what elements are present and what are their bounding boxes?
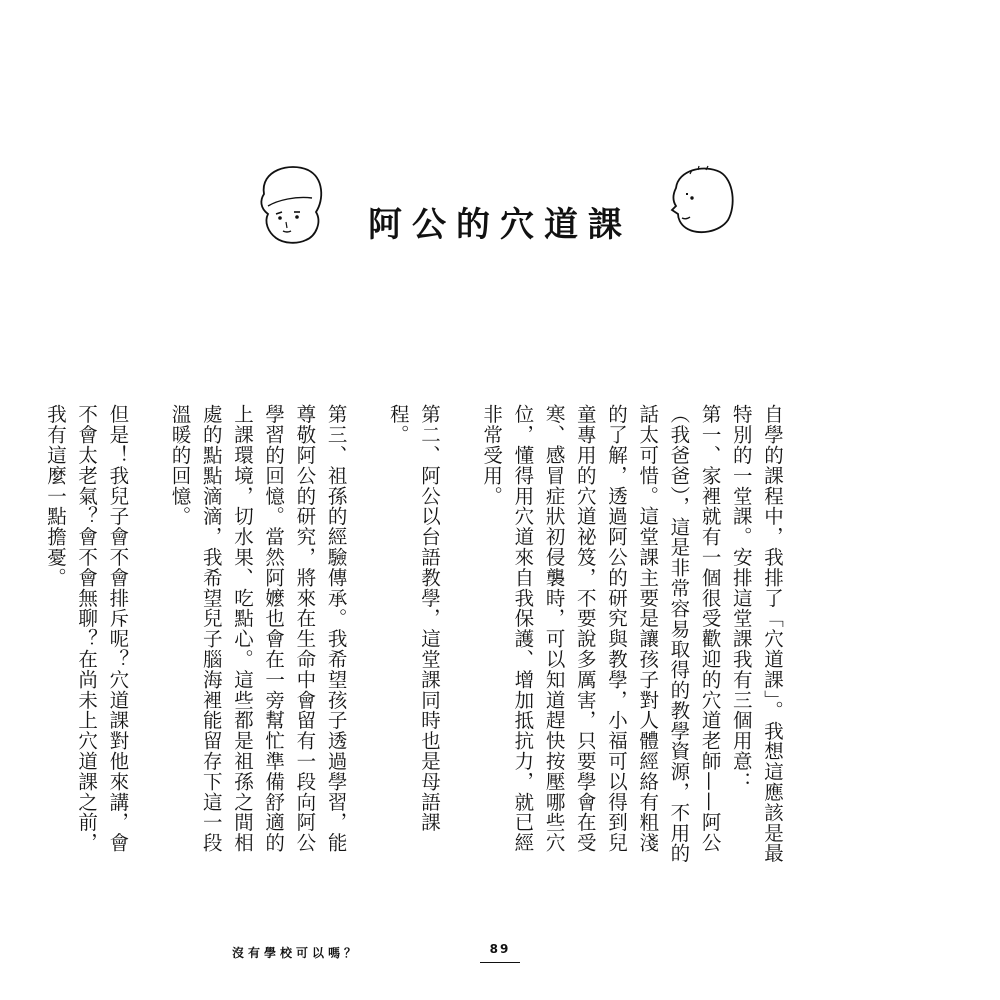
paragraph-4: 第三、祖孫的經驗傳承。我希望孩子透過學習，能尊敬阿公的研究，將來在生命中會留有一段向阿公學習的回憶。當然阿嬤也會在一旁幫忙準備舒適的上課環境，切水果、吃點心。這些都是祖孫之間相處的點點滴滴，我希望兒子腦海裡能留存下這一段溫暖的回憶。 (168, 404, 348, 853)
page-number-rule (480, 962, 520, 963)
girl-face-doodle-icon (250, 160, 330, 250)
paragraph-5: 但是！我兒子會不會排斥呢？穴道課對他來講，會不會太老氣？會不會無聊？在尚未上穴道課之前，我有這麼一點擔憂。 (43, 404, 130, 853)
page-title: 阿公的穴道課 (368, 204, 632, 245)
body-text (40, 365, 788, 865)
boy-face-doodle-icon (662, 160, 740, 240)
paragraph-gap (445, 365, 476, 865)
page-number: 89 (489, 942, 511, 956)
paragraph-3: 第二、阿公以台語教學，這堂課同時也是母語課程。 (386, 404, 441, 833)
paragraph-gap (133, 365, 164, 865)
paragraph-2: 第一、家裡就有一個很受歡迎的穴道老師——阿公（我爸爸），這是非常容易取得的教學資源，不用的話太可惜。這堂課主要是讓孩子對人體經絡有粗淺的了解，透過阿公的研究與教學，小福可以得到兒童專用的穴道祕笈，不要說多厲害，只要學會在受寒、感冒症狀初侵襲時，可以知道趕快按壓哪些穴位，懂得用穴道來自我保護、增加抵抗力，就已經非常受用。 (480, 404, 722, 864)
paragraph-gap (352, 365, 383, 865)
running-footer-book-title: 沒有學校可以嗎？ (232, 946, 361, 960)
paragraph-1: 自學的課程中，我排了「穴道課」。我想這應該是最特別的一堂課。安排這堂課我有三個用意： (729, 404, 784, 864)
